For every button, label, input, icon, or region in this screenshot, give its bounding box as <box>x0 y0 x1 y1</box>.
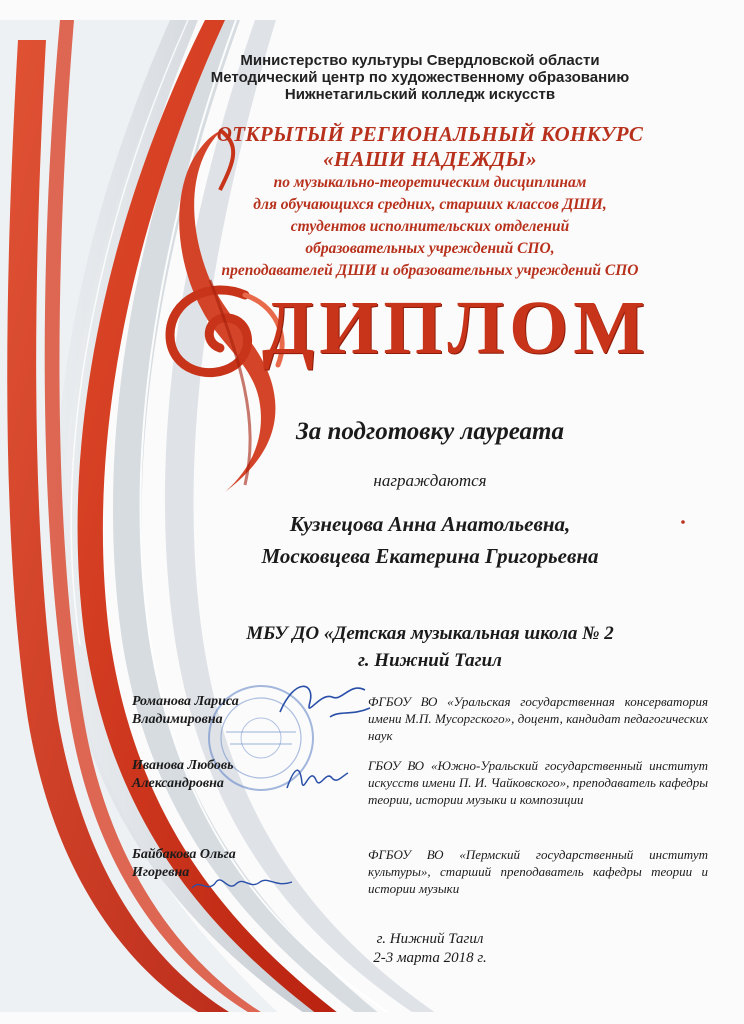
signature-icon <box>282 758 352 798</box>
juror-description: ГБОУ ВО «Южно-Уральский государственный институт искусств имени П. И. Чайковского», преподаватель кафедры теории, истории музыки и композиции <box>368 758 708 807</box>
award-reason: За подготовку лауреата <box>296 418 564 445</box>
juror-description: ФГБОУ ВО «Пермский государственный институт культуры», старший преподаватель кафедры теории и истории музыки <box>368 847 708 896</box>
contest-desc-line: для обучающихся средних, старших классов ДШИ, <box>253 196 607 213</box>
school-block <box>150 620 710 674</box>
juror-description: ФГБОУ ВО «Уральская государственная консерватория имени М.П. Мусоргского», доцент, кандидат педагогических наук <box>368 694 708 743</box>
ministry-line: Министерство культуры Свердловской области <box>240 52 600 69</box>
contest-title: ОТКРЫТЫЙ РЕГИОНАЛЬНЫЙ КОНКУРС <box>216 122 644 146</box>
footer-place-date <box>300 930 560 968</box>
contest-block <box>150 122 710 282</box>
contest-name: «НАШИ НАДЕЖДЫ» <box>323 147 537 171</box>
juror-name: Иванова Любовь Александровна <box>132 758 234 791</box>
contest-desc-line: студентов исполнительских отделений <box>290 218 570 235</box>
signature-icon <box>270 672 380 732</box>
contest-desc-line: преподавателей ДШИ и образовательных учреждений СПО <box>221 262 639 279</box>
diploma-title: ДИПЛОМ <box>262 286 650 370</box>
contest-desc-line: образовательных учреждений СПО, <box>305 240 555 257</box>
juror-name: Байбакова Ольга Игоревна <box>132 847 236 880</box>
recipient-name: Кузнецова Анна Анатольевна, <box>289 512 571 536</box>
method-center-line: Методический центр по художественному образованию <box>210 69 630 86</box>
ministry-header <box>200 52 640 103</box>
contest-desc-line: по музыкально-теоретическим дисциплинам <box>273 174 587 191</box>
school-city: г. Нижний Тагил <box>358 650 502 671</box>
juror-name: Романова Лариса Владимировна <box>132 694 239 727</box>
awarded-label: награждаются <box>373 471 487 490</box>
school-name: МБУ ДО «Детская музыкальная школа № 2 <box>246 623 614 644</box>
footer-city: г. Нижний Тагил <box>376 931 484 947</box>
recipient-name: Московцева Екатерина Григорьевна <box>261 544 599 568</box>
recipient-names <box>150 508 710 572</box>
college-line: Нижнетагильский колледж искусств <box>284 86 556 103</box>
footer-date: 2-3 марта 2018 г. <box>373 950 487 966</box>
